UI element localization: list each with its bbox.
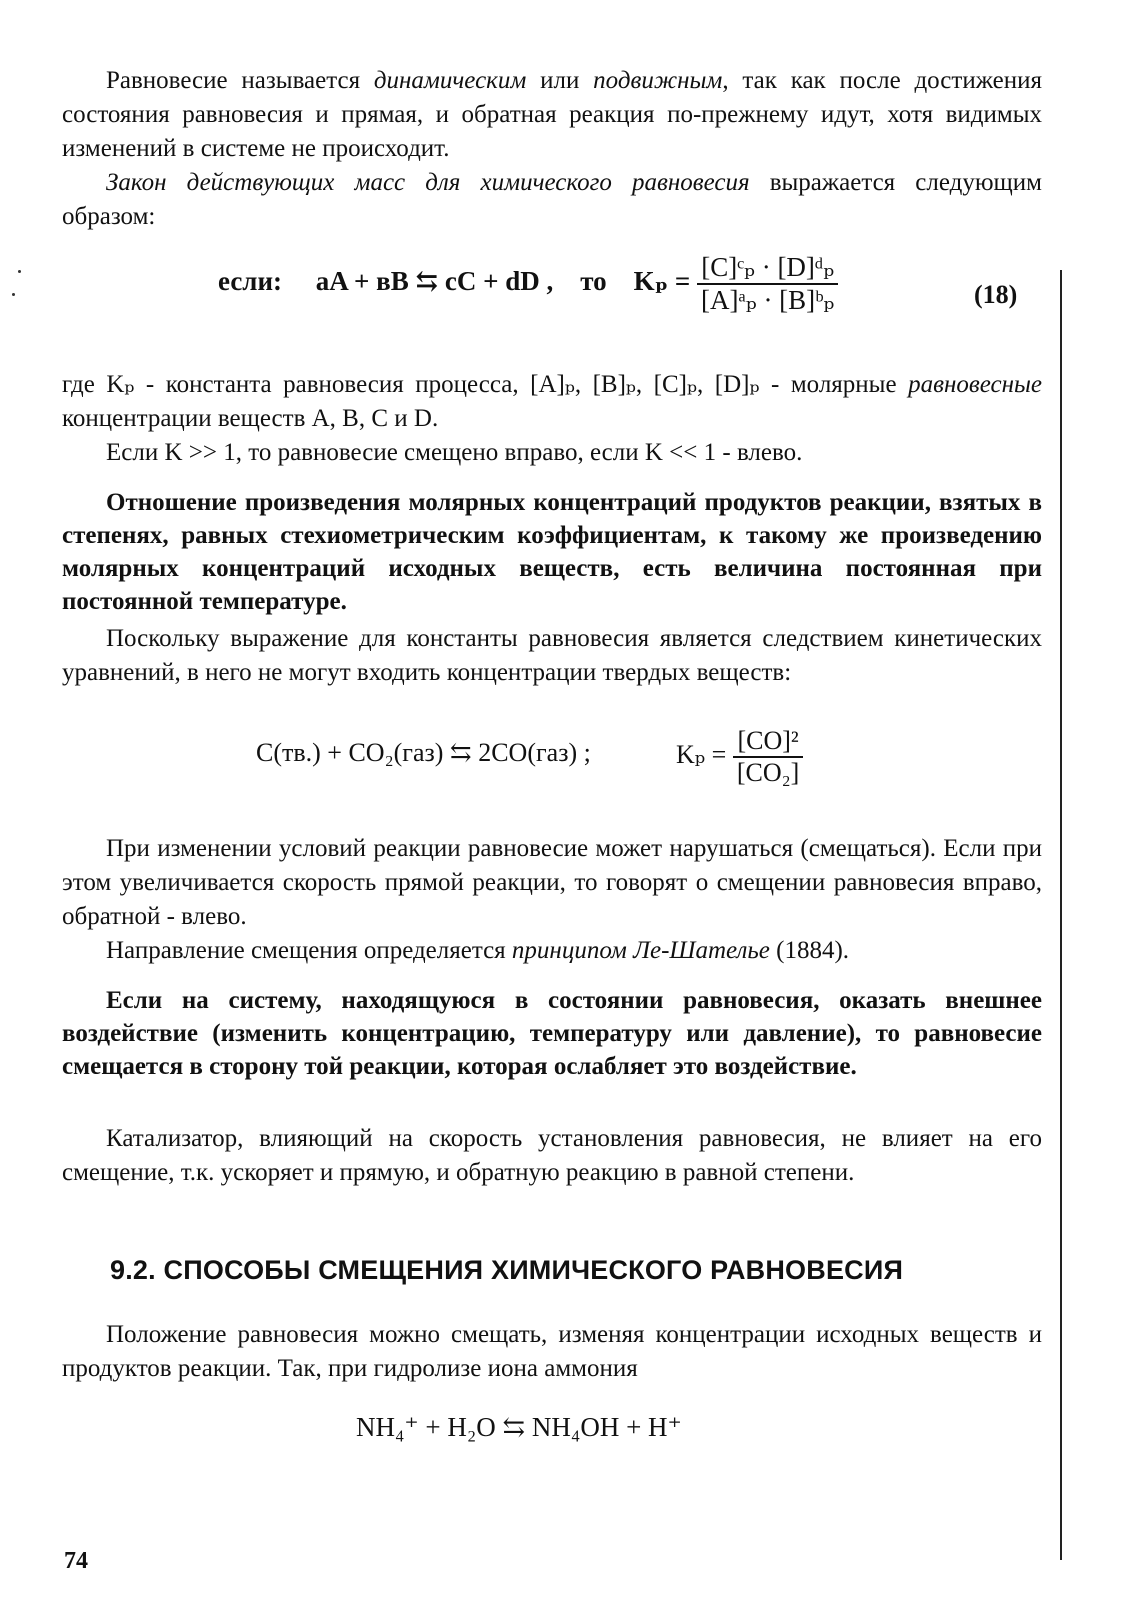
fraction-numerator: [CO]² [733, 726, 804, 758]
fraction-denominator: [CO₂] [736, 758, 800, 787]
equation-k-label: Kₚ = [676, 739, 727, 769]
equation-carbon-k [676, 726, 803, 788]
scan-speck [12, 293, 15, 296]
paragraph-catalyst: Катализатор, влияющий на скорость установления равновесия, не влияет на его смещение, т.к. ускоряет и прямую, и обратную реакцию в равной степени. [62, 1125, 1042, 1186]
equation-ammonium: NH₄⁺ + H₂O ⇆ NH₄OH + H⁺ [356, 1412, 682, 1442]
paragraph-equilibrium-dynamic [62, 64, 1042, 166]
text: где Kₚ - константа равновесия процесса, [A]ₚ, [B]ₚ, [C]ₚ, [D]ₚ - молярные [62, 371, 909, 398]
text: Равновесие называется [106, 67, 374, 94]
italic-term: подвижным [593, 67, 723, 94]
italic-term: динамическим [373, 67, 527, 94]
equation-reaction: C(тв.) + CO₂(газ) ⇆ 2CO(газ) ; [256, 738, 591, 767]
italic-term: Закон действующих масс для химического равновесия [106, 169, 750, 196]
paragraph-condition-change: При изменении условий реакции равновесие может нарушаться (смещаться). Если при этом увеличивается скорость прямой реакции, то говорят о смещении равновесия вправо, обратной - влево. [62, 835, 1042, 930]
equation-if-word: если: [218, 266, 282, 297]
equation-reaction: aA + вB ⇆ cC + dD , [315, 266, 554, 297]
fraction-denominator: [A]ᵃₚ · [B]ᵇₚ [701, 285, 835, 315]
equation-carbon-monoxide [256, 738, 591, 768]
paragraph-k-shift: Если K >> 1, то равновесие смещено вправо, если K << 1 - влево. [106, 439, 803, 466]
paragraph-le-chatelier [62, 934, 1042, 968]
scan-speck [18, 270, 21, 273]
equation-number: (18) [974, 280, 1018, 309]
text: Направление смещения определяется [106, 937, 512, 964]
fraction-numerator: [C]ᶜₚ · [D]ᵈₚ [697, 252, 838, 285]
text: или [526, 67, 594, 94]
text: (1884). [769, 937, 850, 964]
page-number: 74 [64, 1548, 88, 1574]
italic-term: равновесные [908, 371, 1042, 398]
paragraph-le-chatelier-bold: Если на систему, находящуюся в состоянии равновесия, оказать внешнее воздействие (изменить концентрацию, температуру или давление), то равновесие смещается в сторону той реакции, которая ослабляет это воздействие. [62, 987, 1042, 1080]
text: концентрации веществ A, B, C и D. [62, 405, 439, 432]
equation-fraction [733, 726, 804, 788]
equation-fraction [697, 252, 838, 316]
text: , так как после достижения состояния равновесия и прямая, и обратная реакция по-прежнему идут, хотя видимых изменений в системе не происходит. [62, 67, 1042, 162]
equation-k-label: Kₚ = [633, 266, 691, 297]
paragraph-solid-substances: Поскольку выражение для константы равновесия является следствием кинетических уравнений, в него не могут входить концентрации твердых веществ: [62, 625, 1042, 686]
paragraph-where [62, 368, 1042, 436]
page-edge-line [1060, 270, 1062, 1560]
paragraph-mass-action-law [62, 166, 1042, 234]
equation-18 [218, 252, 838, 316]
paragraph-definition-bold: Отношение произведения молярных концентраций продуктов реакции, взятых в степенях, равных стехиометрическим коэффициентам, к такому же произведению молярных концентраций исходных веществ, есть величина постоянная при постоянной температуре. [62, 489, 1042, 615]
section-heading: 9.2. СПОСОБЫ СМЕЩЕНИЯ ХИМИЧЕСКОГО РАВНОВЕСИЯ [110, 1255, 904, 1285]
italic-term: принципом Ле-Шателье [511, 937, 770, 964]
text: выражается следующим образом: [62, 169, 1042, 230]
paragraph-shift-methods: Положение равновесия можно смещать, изменяя концентрации исходных веществ и продуктов реакции. Так, при гидролизе иона аммония [62, 1321, 1042, 1382]
equation-then-word: то [580, 266, 607, 297]
